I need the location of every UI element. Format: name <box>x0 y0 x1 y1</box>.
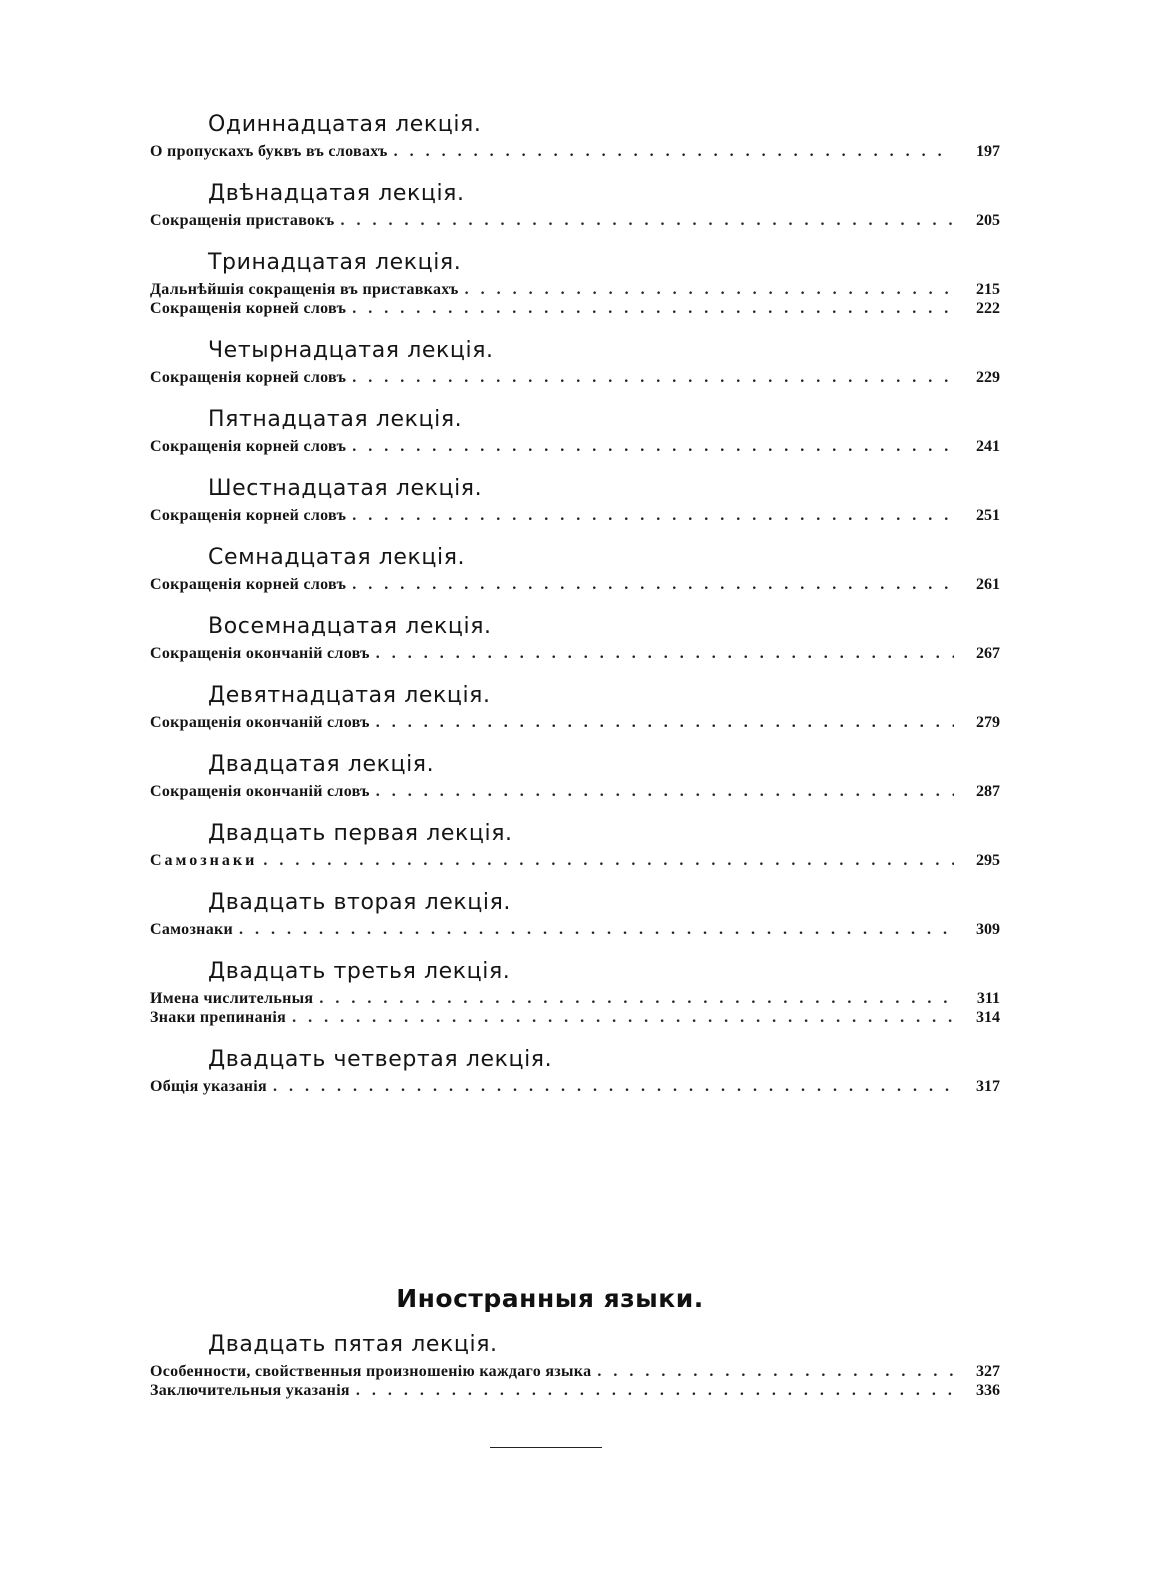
dot-leader <box>319 989 954 1008</box>
dot-leader <box>394 142 954 161</box>
page-number: 309 <box>976 921 1000 938</box>
toc-entry <box>150 368 1000 387</box>
lecture-title: Пятнадцатая лекція. <box>208 407 463 432</box>
lecture-13 <box>150 246 1000 318</box>
lecture-22 <box>150 886 1000 939</box>
lecture-title: Двадцать вторая лекція. <box>208 890 511 915</box>
lecture-title: Двадцать третья лекція. <box>208 959 511 984</box>
page-number: 251 <box>976 507 1000 524</box>
toc-entry <box>150 1362 1000 1381</box>
lecture-23 <box>150 955 1000 1027</box>
dot-leader <box>376 644 954 663</box>
dot-leader <box>263 851 954 870</box>
toc-entry <box>150 782 1000 801</box>
page-number: 317 <box>976 1078 1000 1095</box>
page-number: 267 <box>976 645 1000 662</box>
lecture-17 <box>150 541 1000 594</box>
page-number: 314 <box>976 1009 1000 1026</box>
toc-entry <box>150 211 1000 230</box>
page-number: 295 <box>976 852 1000 869</box>
lecture-16 <box>150 472 1000 525</box>
page-number: 279 <box>976 714 1000 731</box>
section-heading: Иностранныя языки. <box>396 1284 704 1313</box>
lecture-title: Двадцатая лекція. <box>208 752 435 777</box>
dot-leader <box>356 1381 954 1400</box>
toc-entry <box>150 920 1000 939</box>
toc-entry <box>150 1077 1000 1096</box>
lecture-title: Тринадцатая лекція. <box>208 250 462 275</box>
entry-text: Сокращенія корней словъ <box>150 576 347 593</box>
lecture-21 <box>150 817 1000 870</box>
page-number: 205 <box>976 212 1000 229</box>
toc-entry <box>150 644 1000 663</box>
dot-leader <box>465 280 954 299</box>
lecture-18 <box>150 610 1000 663</box>
dot-leader <box>273 1077 954 1096</box>
page-number: 261 <box>976 576 1000 593</box>
toc-entry <box>150 713 1000 732</box>
entry-text: О пропускахъ буквъ въ словахъ <box>150 143 388 160</box>
foreign-languages-section <box>150 1328 1000 1416</box>
dot-leader <box>376 782 954 801</box>
toc-entry <box>150 299 1000 318</box>
toc-entry <box>150 1381 1000 1400</box>
entry-text: Общія указанія <box>150 1078 267 1095</box>
entry-text: Сокращенія корней словъ <box>150 507 347 524</box>
dot-leader <box>376 713 954 732</box>
entry-text: Особенности, свойственныя произношенію каждаго языка <box>150 1363 592 1380</box>
lecture-title: Двадцать четвертая лекція. <box>208 1047 553 1072</box>
end-divider-line <box>490 1447 602 1448</box>
lecture-title: Семнадцатая лекція. <box>208 545 466 570</box>
toc-entry <box>150 575 1000 594</box>
dot-leader <box>292 1008 954 1027</box>
lecture-title: Двѣнадцатая лекція. <box>208 181 465 206</box>
lecture-12 <box>150 177 1000 230</box>
entry-text: Сокращенія корней словъ <box>150 369 347 386</box>
entry-text: Сокращенія окончаній словъ <box>150 645 370 662</box>
entry-text: Заключительныя указанія <box>150 1382 350 1399</box>
page-number: 287 <box>976 783 1000 800</box>
lecture-title: Двадцать пятая лекція. <box>208 1332 498 1357</box>
page-number: 241 <box>976 438 1000 455</box>
lecture-14 <box>150 334 1000 387</box>
entry-text: Сокращенія корней словъ <box>150 300 347 317</box>
dot-leader <box>352 506 954 525</box>
dot-leader <box>352 368 954 387</box>
page-number: 327 <box>976 1363 1000 1380</box>
lecture-19 <box>150 679 1000 732</box>
lecture-20 <box>150 748 1000 801</box>
toc-entry <box>150 280 1000 299</box>
lecture-11 <box>150 108 1000 161</box>
page-number: 311 <box>976 990 1000 1007</box>
page-number: 336 <box>976 1382 1000 1399</box>
toc-entry <box>150 989 1000 1008</box>
dot-leader <box>352 299 954 318</box>
lecture-title: Восемнадцатая лекція. <box>208 614 492 639</box>
entry-text: Дальнѣйшія сокращенія въ приставкахъ <box>150 281 459 298</box>
toc-entry <box>150 1008 1000 1027</box>
entry-text: Знаки препинанія <box>150 1009 287 1026</box>
entry-text: Сокращенія окончаній словъ <box>150 783 370 800</box>
lecture-title: Одиннадцатая лекція. <box>208 112 482 137</box>
lecture-24 <box>150 1043 1000 1096</box>
toc-entry <box>150 851 1000 870</box>
lecture-title: Девятнадцатая лекція. <box>208 683 491 708</box>
lecture-25 <box>150 1328 1000 1400</box>
entry-text: Сокращенія приставокъ <box>150 212 335 229</box>
entry-text: Самознаки <box>150 852 258 869</box>
lecture-title: Шестнадцатая лекція. <box>208 476 483 501</box>
lecture-15 <box>150 403 1000 456</box>
dot-leader <box>352 437 954 456</box>
page-number: 197 <box>976 143 1000 160</box>
table-of-contents <box>150 108 1000 1112</box>
lecture-title: Двадцать первая лекція. <box>208 821 513 846</box>
page-number: 229 <box>976 369 1000 386</box>
lecture-title: Четырнадцатая лекція. <box>208 338 494 363</box>
page-number: 215 <box>976 281 1000 298</box>
dot-leader <box>597 1362 954 1381</box>
entry-text: Сокращенія окончаній словъ <box>150 714 370 731</box>
entry-text: Имена числительныя <box>150 990 314 1007</box>
toc-entry <box>150 437 1000 456</box>
entry-text: Сокращенія корней словъ <box>150 438 347 455</box>
entry-text: Самознаки <box>150 921 234 938</box>
toc-entry <box>150 142 1000 161</box>
toc-entry <box>150 506 1000 525</box>
dot-leader <box>340 211 954 230</box>
page-number: 222 <box>976 300 1000 317</box>
dot-leader <box>352 575 954 594</box>
dot-leader <box>239 920 954 939</box>
